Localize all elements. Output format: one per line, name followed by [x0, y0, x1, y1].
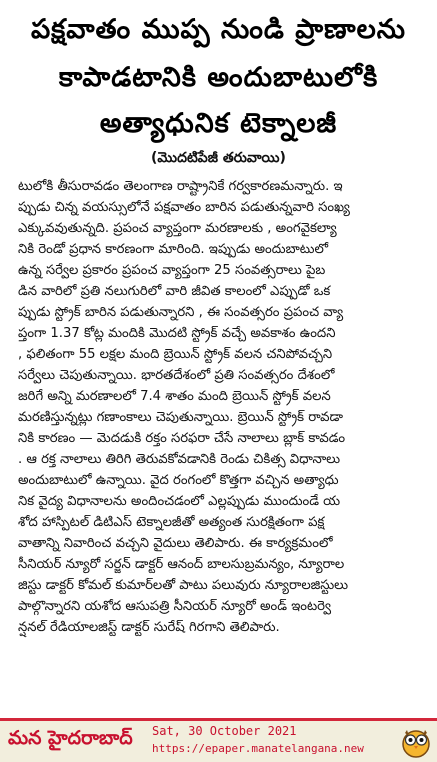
article-line: టులోకి తీసురావడం తెలంగాణ రాష్ట్రానికే గర్వకారణమన్నారు. ఇ	[18, 179, 343, 194]
continued-from-front-page-label: (మొదటిపేజీ తరువాయి)	[151, 150, 286, 166]
article-line: , ఫలితంగా 55 లక్షల మంది బ్రెయిన్ స్ట్రోక్ వలన చనిపోవచ్చని	[18, 347, 333, 362]
article-line: జిస్టు డాక్టర్ కోమల్ కుమార్‌లతో పాటు పలువురు న్యూరాలజిస్టులు	[18, 578, 349, 593]
publication-date: Sat, 30 October 2021	[152, 724, 297, 738]
article-line: ప్పుడు స్ట్రోక్ బారిన పడుతున్నారని , ఈ సంవత్సరం ప్రపంచ వ్యా	[18, 305, 344, 320]
article-line: ఎక్కువవుతున్నది. ప్రపంచ వ్యాప్తంగా మరణాలకు , అంగవైకల్యా	[18, 221, 337, 236]
article-line: సీనియర్ న్యూరో సర్జన్ డాక్టర్ ఆనంద్ బాలసుబ్రమన్యం, న్యూరాల	[18, 557, 345, 572]
article-line: పాల్గొన్నారని యశోద ఆసుపత్రి సీనియర్ న్యూరో అండ్ ఇంటర్వె	[18, 599, 332, 614]
article-line: డిన వారిలో ప్రతి నలుగురిలో వారి జీవిత కాలంలో ఎప్పుడో ఒక	[18, 284, 331, 299]
article-line: సర్వేలు చెపుతున్నాయి. భారతదేశంలో ప్రతి సంవత్సరం దేశంలో	[18, 368, 335, 383]
headline-line-1: పక్షవాతం ముప్ప నుండి ప్రాణాలను	[30, 14, 407, 45]
article-line: న్షనల్ రేడియాలజిస్ట్ డాక్టర్ సురేష్ గిరగాని తెలిపారు.	[18, 620, 280, 635]
article-line: నికి కారణం — మెదడుకి రక్తం సరఫరా చేసే నాలాలు బ్లాక్ కావడం	[18, 431, 346, 446]
owl-mascot-icon	[399, 725, 433, 759]
article-line: అందుబాటులో ఉన్నాయి. వైద రంగంలో కొత్తగా వచ్చిన అత్యాధు	[18, 473, 339, 488]
article-line: . ఆ రక్త నాలాలు తిరిగి తెరువకోవడానికి రెండు చికిత్స విధానాలు	[18, 452, 341, 467]
article-line: మరణిస్తున్నట్లు గణాంకాలు చెపుతున్నాయి. బ్రెయిన్ స్ట్రోక్ రావడా	[18, 410, 343, 425]
article-line: ప్తంగా 1.37 కోట్ల మందికి మొదటి స్ట్రోక్ వచ్చే అవకాశం ఉందని	[18, 326, 336, 341]
headline-line-3: అత్యాధునిక టెక్నాలజీ	[99, 108, 338, 139]
headline-line-2: కాపాడటానికి అందుబాటులోకి	[58, 62, 379, 93]
article-line: నిక వైద్య విధానాలను అందించడంలో ఎల్లప్పుడు ముందుండే య	[18, 494, 341, 509]
article-line: జరిగే అన్ని మరణాలలో 7.4 శాతం మంది బ్రెయిన్ స్ట్రోక్ వలన	[18, 389, 331, 404]
epaper-url: https://epaper.manatelangana.new	[152, 742, 364, 755]
article-body	[18, 176, 422, 638]
article-line: శోద హాస్పిటల్ డిటిఎస్ టెక్నాలజీతో అత్యంత సురక్షితంగా పక్ష	[18, 515, 325, 530]
brand-logo-text: మన హైదరాబాద్	[8, 727, 133, 749]
article-line: వాతాన్ని నివారించ వచ్చని వైదులు తెలిపారు. ఈ కార్యక్రమంలో	[18, 536, 333, 551]
footer-bar	[0, 718, 437, 762]
article-line: నికి రెండో ప్రధాన కారణంగా మారింది. ఇప్పుడు అందుబాటులో	[18, 242, 329, 257]
article-line: ఉన్న సర్వేల ప్రకారం ప్రపంచ వ్యాప్తంగా 25 సంవత్సరాలు పైబ	[18, 263, 326, 278]
article-line: ప్పుడు చిన్న వయస్సులోనే పక్షవాతం బారిన పడుతున్నవారి సంఖ్య	[18, 200, 350, 215]
